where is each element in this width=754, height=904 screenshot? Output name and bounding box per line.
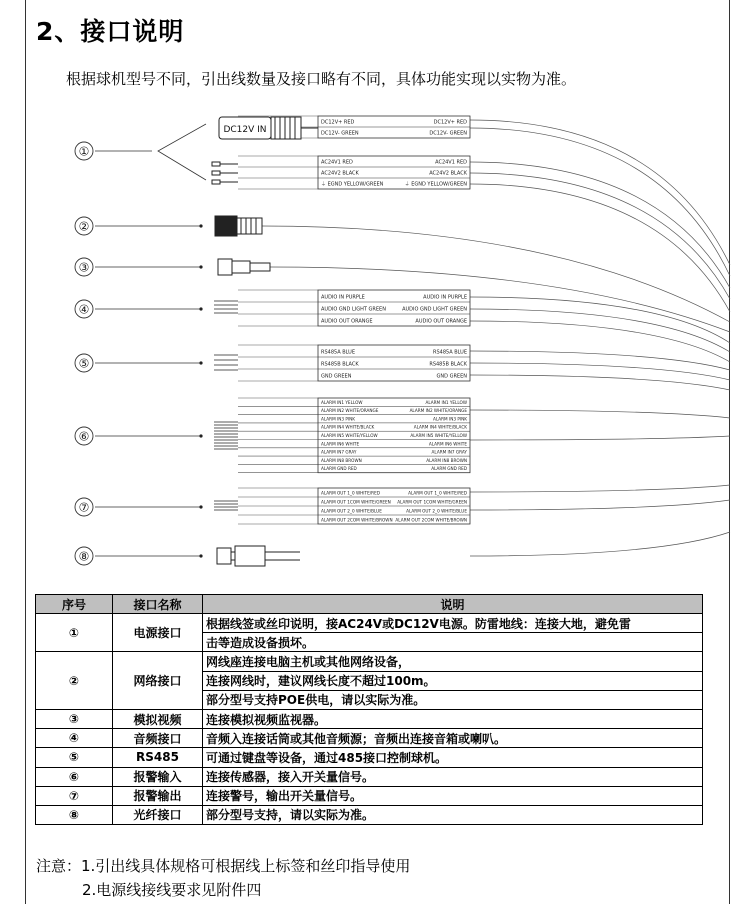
- dc12v-connector: [219, 117, 318, 139]
- row-interface-name: 报警输出: [113, 786, 203, 805]
- wire-label-left: AC24V2 BLACK: [321, 170, 359, 177]
- wire-label-right: DC12V- GREEN: [429, 130, 467, 137]
- table-row: [36, 729, 703, 748]
- wire-label-left: RS485A BLUE: [321, 349, 355, 356]
- table-header-row: [36, 595, 703, 614]
- fiber-connector: [217, 546, 300, 566]
- table-row: [36, 748, 703, 767]
- leader-dot: [199, 361, 202, 364]
- wire-label-left: ALARM IN3 PINK: [321, 416, 356, 422]
- ac24v-wires: [212, 162, 238, 184]
- table-row: [36, 767, 703, 786]
- section-title: 2、接口说明: [36, 17, 185, 46]
- table-row: [36, 652, 703, 671]
- number-label: ⑥: [78, 429, 90, 444]
- wire-label-left: ALARM IN6 WHITE: [321, 441, 360, 447]
- leader-dot: [199, 434, 202, 437]
- cable-diagram: [0, 100, 754, 590]
- wire-label-right: AC24V2 BLACK: [429, 170, 467, 177]
- leader-dot: [199, 505, 202, 508]
- row-number: ②: [36, 652, 113, 710]
- wire-label-right: ⏚ EGND YELLOW/GREEN: [404, 181, 467, 188]
- wire-label-right: AUDIO IN PURPLE: [423, 294, 467, 301]
- cable: [470, 436, 730, 440]
- cable: [470, 351, 730, 370]
- wire-label-left: DC12V+ RED: [321, 119, 355, 126]
- note-line-1: 注意：1.引出线具体规格可根据线上标签和丝印指导使用: [36, 857, 411, 875]
- row-description: 击等造成设备损坏。: [203, 633, 703, 652]
- leader-dot: [199, 265, 202, 268]
- wire-label-left: ALARM IN4 WHITE/BLACK: [321, 424, 375, 430]
- wire-label-right: AUDIO GND LIGHT GREEN: [402, 306, 467, 313]
- row-description: 根据线签或丝印说明，接AC24V或DC12V电源。防雷地线：连接大地，避免雷: [203, 614, 703, 633]
- row-description: 连接警号，输出开关量信号。: [203, 786, 703, 805]
- wire-label-left: ALARM OUT 1_0 WHITE/RED: [321, 490, 380, 496]
- cable: [470, 297, 730, 343]
- cable: [470, 128, 730, 276]
- row-interface-name: RS485: [113, 748, 203, 767]
- number-label: ②: [78, 219, 90, 234]
- number-label: ③: [78, 260, 90, 275]
- notes: [36, 854, 410, 902]
- note-line-2: 2.电源线接线要求见附件四: [82, 881, 262, 899]
- cable: [470, 309, 730, 352]
- row-description: 部分型号支持POE供电，请以实际为准。: [203, 690, 703, 709]
- wire-label-right: ALARM IN2 WHITE/ORANGE: [409, 408, 467, 414]
- row-number: ③: [36, 709, 113, 728]
- row-description: 连接模拟视频监视器。: [203, 709, 703, 728]
- wire-label-right: ALARM IN8 BROWN: [426, 457, 467, 463]
- cable: [470, 162, 730, 288]
- row-description: 部分型号支持，请以实际为准。: [203, 805, 703, 824]
- wire-label-left: ⏚ EGND YELLOW/GREEN: [321, 181, 384, 188]
- row-interface-name: 报警输入: [113, 767, 203, 786]
- wire-label-right: ALARM IN1 YELLOW: [425, 399, 467, 405]
- dc12v-label: DC12V IN: [223, 125, 267, 135]
- row-number: ⑥: [36, 767, 113, 786]
- cable: [470, 532, 730, 556]
- cable: [470, 500, 730, 510]
- wire-label-right: ALARM IN4 WHITE/BLACK: [413, 424, 467, 430]
- wire-label-right: RS485A BLUE: [433, 349, 467, 356]
- table-row: [36, 614, 703, 633]
- leader-dot: [199, 307, 202, 310]
- table-row: [36, 709, 703, 728]
- row-number: ⑧: [36, 805, 113, 824]
- table-row: [36, 805, 703, 824]
- wire-label-left: ALARM IN8 BROWN: [321, 457, 362, 463]
- row-interface-name: 音频接口: [113, 729, 203, 748]
- row-number: ⑤: [36, 748, 113, 767]
- row-interface-name: 模拟视频: [113, 709, 203, 728]
- cable: [470, 410, 730, 418]
- row-description: 可通过键盘等设备，通过485接口控制球机。: [203, 748, 703, 767]
- wire-label-left: ALARM OUT 2COM WHITE/BROWN: [321, 517, 393, 523]
- wire-label-left: RS485B BLACK: [321, 361, 359, 368]
- number-label: ④: [78, 302, 90, 317]
- wire-label-left: ALARM OUT 2_0 WHITE/BLUE: [321, 508, 382, 514]
- row-interface-name: 光纤接口: [113, 805, 203, 824]
- wire-label-left: ALARM IN5 WHITE/YELLOW: [321, 433, 378, 439]
- wire-label-right: ALARM OUT 2_0 WHITE/BLUE: [406, 508, 467, 514]
- wire-label-right: ALARM OUT 1_0 WHITE/RED: [408, 490, 467, 496]
- wire-label-right: DC12V+ RED: [433, 119, 467, 126]
- row-description: 连接传感器，接入开关量信号。: [203, 767, 703, 786]
- cable: [470, 321, 730, 362]
- wire-label-right: ALARM IN6 WHITE: [428, 441, 467, 447]
- row-number: ⑦: [36, 786, 113, 805]
- table-row: [36, 786, 703, 805]
- wire-label-right: ALARM OUT 2COM WHITE/BROWN: [395, 517, 467, 523]
- alarm-in-wires: [214, 422, 238, 449]
- wire-label-left: ALARM GND RED: [321, 466, 357, 472]
- header-num: 序号: [36, 595, 113, 614]
- row-interface-name: 网络接口: [113, 652, 203, 710]
- interface-table: [35, 594, 703, 825]
- leader-dot: [199, 224, 202, 227]
- intro-text: 根据球机型号不同，引出线数量及接口略有不同，具体功能实现以实物为准。: [66, 70, 577, 88]
- wire-label-right: RS485B BLACK: [429, 361, 467, 368]
- row-number: ①: [36, 614, 113, 652]
- cable: [470, 485, 730, 492]
- rs485-wires: [214, 355, 238, 370]
- wire-label-right: ALARM OUT 1COM WHITE/GREEN: [397, 499, 467, 505]
- number-label: ⑤: [78, 356, 90, 371]
- row-interface-name: 电源接口: [113, 614, 203, 652]
- header-desc: 说明: [203, 595, 703, 614]
- row-description: 网线座连接电脑主机或其他网络设备，: [203, 652, 703, 671]
- rj45-connector: [215, 216, 262, 236]
- wire-label-left: AUDIO OUT ORANGE: [321, 318, 373, 325]
- header-name: 接口名称: [113, 595, 203, 614]
- wire-label-left: GND GREEN: [321, 373, 352, 380]
- wire-label-right: AC24V1 RED: [435, 159, 467, 166]
- number-label: ⑧: [78, 549, 90, 564]
- number-label: ⑦: [78, 500, 90, 515]
- wire-label-left: AUDIO GND LIGHT GREEN: [321, 306, 386, 313]
- wire-label-left: ALARM IN2 WHITE/ORANGE: [321, 408, 379, 414]
- number-label: ①: [78, 144, 90, 159]
- wire-label-right: ALARM IN3 PINK: [432, 416, 467, 422]
- alarm-out-wires: [214, 501, 238, 510]
- wire-label-right: ALARM IN5 WHITE/YELLOW: [410, 433, 467, 439]
- wire-label-right: AUDIO OUT ORANGE: [415, 318, 467, 325]
- wire-label-left: AUDIO IN PURPLE: [321, 294, 365, 301]
- cable: [470, 375, 730, 390]
- row-description: 连接网线时，建议网线长度不超过100m。: [203, 671, 703, 690]
- wire-label-right: GND GREEN: [436, 373, 467, 380]
- row-description: 音频入连接话筒或其他音频源；音频出连接音箱或喇叭。: [203, 729, 703, 748]
- leader-dot: [199, 554, 202, 557]
- bnc-connector: [218, 259, 270, 275]
- wire-label-left: AC24V1 RED: [321, 159, 353, 166]
- wire-label-right: ALARM IN7 GRAY: [431, 449, 467, 455]
- row-number: ④: [36, 729, 113, 748]
- wire-label-left: ALARM IN1 YELLOW: [321, 399, 363, 405]
- cable: [470, 184, 730, 312]
- leader-fork: [158, 124, 206, 180]
- audio-wires: [214, 301, 238, 313]
- wire-label-left: ALARM IN7 GRAY: [321, 449, 357, 455]
- wire-label-left: ALARM OUT 1COM WHITE/GREEN: [321, 499, 391, 505]
- wire-label-right: ALARM GND RED: [431, 466, 467, 472]
- wire-label-left: DC12V- GREEN: [321, 130, 359, 137]
